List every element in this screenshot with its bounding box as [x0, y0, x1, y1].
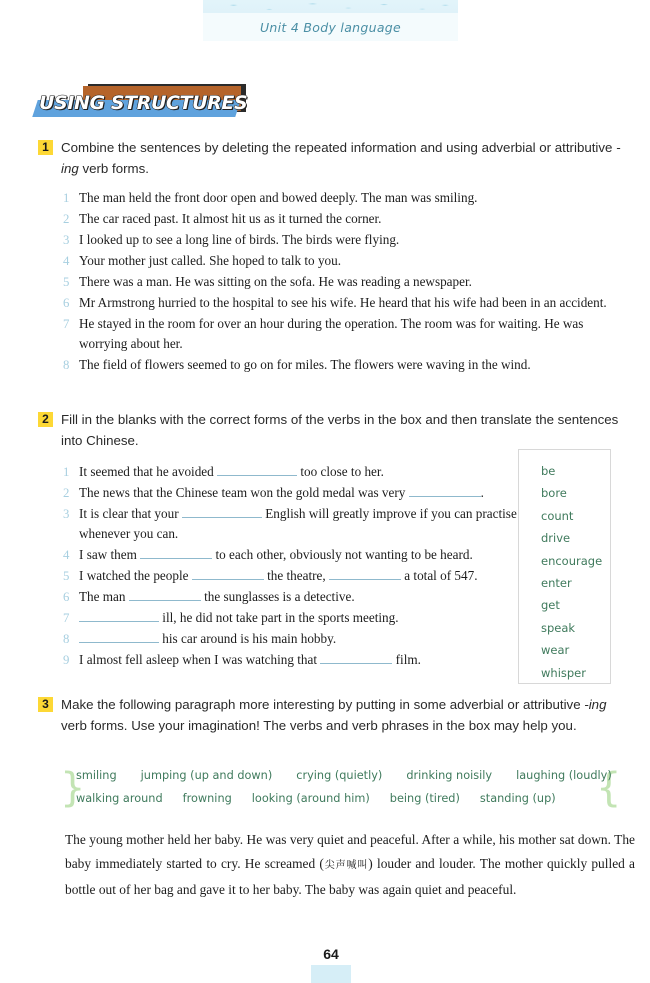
list-item-number: 7: [63, 611, 70, 625]
fill-sentence-part-b: film.: [395, 652, 421, 667]
answer-blank[interactable]: [217, 462, 297, 476]
phrase-item: standing (up): [479, 792, 556, 805]
fill-sentence-part-b: English will greatly improve if you can practise: [265, 506, 517, 521]
list-item: [63, 314, 633, 354]
list-item-text: The man held the front door open and bowed deeply. The man was smiling.: [79, 190, 478, 205]
list-item-text: Your mother just called. She hoped to talk to you.: [79, 253, 342, 268]
list-item-number: 5: [63, 569, 70, 583]
list-item-number: 8: [63, 358, 70, 372]
list-item-text: The car raced past. It almost hit us as it turned the corner.: [79, 211, 382, 226]
fill-sentence-part-b: to each other, obviously not wanting to be heard.: [215, 547, 473, 562]
list-item: [63, 209, 633, 229]
section-heading-banner: [35, 84, 250, 117]
fill-sentence-part-b: ill, he did not take part in the sports meeting.: [162, 610, 399, 625]
exercise-3-instruction: [61, 694, 633, 736]
phrase-row-1: [76, 764, 612, 787]
list-item-number: 9: [63, 653, 70, 667]
section-heading-text: USING STRUCTURES: [39, 92, 248, 114]
list-item: [63, 355, 633, 375]
list-item: [63, 230, 633, 250]
list-item: [63, 272, 633, 292]
list-item-text: There was a man. He was sitting on the sofa. He was reading a newspaper.: [79, 274, 472, 289]
list-item-number: 4: [63, 548, 70, 562]
running-head-title: Unit 4 Body language: [259, 19, 402, 35]
list-item-text: I looked up to see a long line of birds. The birds were flying.: [79, 232, 400, 247]
word-box-item: count: [541, 508, 574, 523]
exercise-1-instruction: [61, 137, 633, 179]
page-number: 64: [323, 946, 339, 962]
list-item-text: Mr Armstrong hurried to the hospital to see his wife. He heard that his wife had been in an accident.: [79, 295, 607, 310]
answer-blank[interactable]: [182, 504, 262, 518]
banner-strip: [203, 13, 458, 41]
fill-sentence-part-c: a total of 547.: [404, 568, 478, 583]
page-number-box: [311, 943, 351, 965]
exercise-1-instruction-before: Combine the sentences by deleting the repeated information and using adverbial or attributive: [61, 140, 617, 155]
exercise-2-number: 2: [38, 412, 53, 427]
story-part-1: The young mother held her baby. He was very quiet and peaceful. After a while, his mother sat down. The baby immediately started to cry. He screamed (: [65, 832, 635, 871]
story-chinese-gloss: 尖声喊叫: [323, 860, 369, 871]
word-box-item: speak: [541, 620, 576, 635]
exercise-3-instruction-after: verb forms. Use your imagination! The verbs and verb phrases in the box may help you.: [61, 718, 577, 733]
exercise-3-number: 3: [38, 697, 53, 712]
phrase-item: jumping (up and down): [140, 769, 273, 782]
exercise-1-instruction-italic: -ing: [61, 140, 621, 176]
list-item-number: 3: [63, 507, 70, 521]
phrase-box-rows: [76, 764, 612, 810]
left-brace-decoration: }: [60, 765, 86, 811]
list-item-number: 8: [63, 632, 70, 646]
banner-texture-decoration: [203, 0, 458, 13]
list-item-number: 3: [63, 233, 70, 247]
list-item-number: 2: [63, 486, 70, 500]
phrase-item: looking (around him): [251, 792, 370, 805]
word-box-item: enter: [541, 576, 572, 591]
list-item-number: 6: [63, 590, 70, 604]
exercise-3: [38, 694, 633, 736]
exercise-2-instruction: Fill in the blanks with the correct forms of the verbs in the box and then translate the sentences into Chinese.: [61, 412, 619, 448]
list-item-number: 6: [63, 296, 70, 310]
exercise-1-header: [38, 137, 633, 179]
exercise-2-header: [38, 409, 633, 451]
exercise-3-instruction-before: Make the following paragraph more interesting by putting in some adverbial or attributive: [61, 697, 585, 712]
exercise-3-header: [38, 694, 633, 736]
running-head-banner: [203, 0, 458, 41]
phrase-item: walking around: [76, 792, 163, 805]
fill-sentence-part-a: I saw them: [79, 547, 137, 562]
word-box-item: get: [541, 598, 560, 613]
list-item: [63, 188, 633, 208]
fill-sentence-part-a: I watched the people: [79, 568, 189, 583]
phrase-item: frowning: [182, 792, 232, 805]
right-brace-decoration: {: [596, 765, 622, 811]
exercise-1: [38, 137, 633, 376]
story-paragraph: [65, 828, 635, 902]
exercise-3-instruction-italic: -ing: [584, 697, 607, 712]
fill-sentence-part-b: .: [480, 485, 484, 500]
verb-word-box: [518, 449, 611, 684]
answer-blank[interactable]: [79, 608, 159, 622]
answer-blank[interactable]: [140, 545, 212, 559]
list-item-number: 7: [63, 317, 70, 331]
fill-sentence-part-a: It seemed that he avoided: [79, 464, 214, 479]
phrase-item: crying (quietly): [296, 769, 383, 782]
page-footer: [0, 943, 650, 983]
answer-blank[interactable]: [129, 587, 201, 601]
answer-blank[interactable]: [409, 483, 481, 497]
story-part-2: ) louder and louder. The mother quickly pulled a bottle out of her bag and gave it to her baby. The baby was again quiet and peaceful.: [65, 856, 636, 897]
fill-sentence-part-a: It is clear that your: [79, 506, 179, 521]
word-box-item: drive: [541, 531, 571, 546]
word-box-item: bore: [541, 486, 567, 501]
fill-sentence-part-b: the sunglasses is a detective.: [204, 589, 355, 604]
exercise-1-item-list: [63, 188, 633, 375]
phrase-item: laughing (loudly): [516, 769, 612, 782]
word-box-item: be: [541, 464, 556, 478]
list-item: [63, 251, 633, 271]
fill-sentence-part-b: the theatre,: [267, 568, 326, 583]
exercise-1-instruction-after: verb forms.: [78, 161, 149, 176]
list-item-number: 2: [63, 212, 70, 226]
verb-phrase-box: [60, 764, 622, 812]
answer-blank[interactable]: [79, 629, 159, 643]
list-item-text: The field of flowers seemed to go on for miles. The flowers were waving in the wind.: [79, 357, 531, 372]
list-item: [63, 293, 633, 313]
fill-sentence-part-a: The news that the Chinese team won the gold medal was very: [79, 485, 406, 500]
word-box-item: whisper: [541, 665, 586, 680]
list-item-number: 5: [63, 275, 70, 289]
list-item-number: 1: [63, 191, 70, 205]
fill-sentence-part-c: whenever you can.: [79, 526, 179, 541]
answer-blank[interactable]: [329, 566, 401, 580]
phrase-item: smiling: [76, 769, 117, 782]
word-box-item: wear: [541, 643, 570, 658]
answer-blank[interactable]: [320, 650, 392, 664]
phrase-item: being (tired): [389, 792, 460, 805]
list-item-number: 1: [63, 465, 70, 479]
fill-sentence-part-a: I almost fell asleep when I was watching that: [79, 652, 318, 667]
list-item-number: 4: [63, 254, 70, 268]
word-box-item: encourage: [541, 553, 603, 568]
answer-blank[interactable]: [192, 566, 264, 580]
fill-sentence-part-a: The man: [79, 589, 126, 604]
fill-sentence-part-b: his car around is his main hobby.: [162, 631, 337, 646]
list-item-text: He stayed in the room for over an hour during the operation. The room was for waiting. He was worrying about her.: [79, 316, 584, 351]
phrase-row-2: [76, 787, 596, 810]
fill-sentence-part-b: too close to her.: [300, 464, 384, 479]
phrase-item: drinking noisily: [406, 769, 493, 782]
exercise-1-number: 1: [38, 140, 53, 155]
